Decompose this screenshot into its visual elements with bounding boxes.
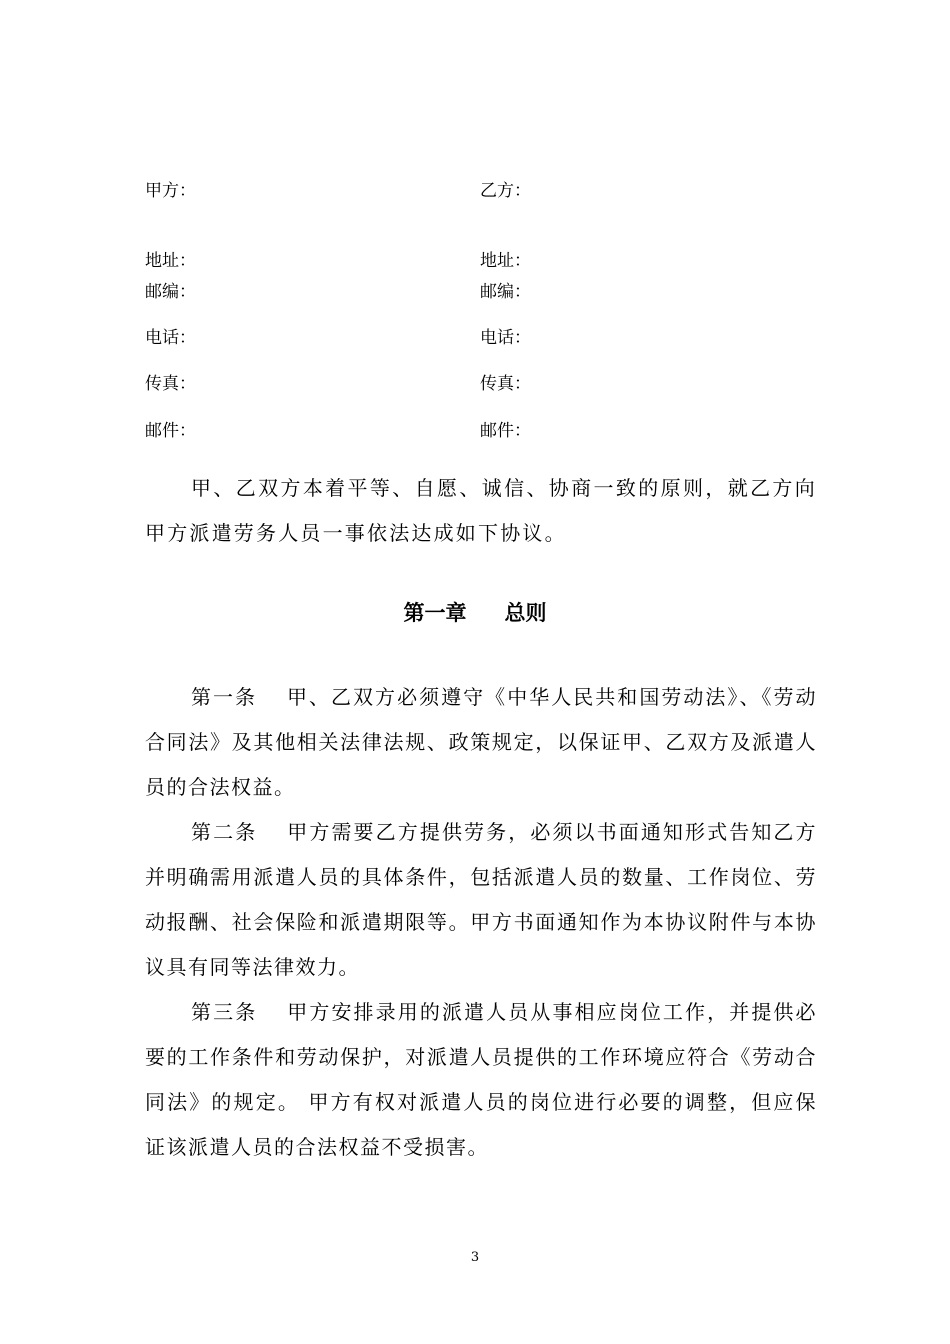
party-a-phone-label: 电话： [145, 328, 196, 348]
page-number: 3 [470, 1250, 480, 1265]
party-b-fax-label: 传真： [480, 374, 531, 394]
chapter-title: 总则 [504, 601, 547, 625]
party-b-name-label: 乙方： [480, 181, 531, 201]
article-label: 第二条 [191, 820, 258, 844]
chapter-number: 第一章 [403, 601, 467, 625]
article-text: 甲方需要乙方提供劳务，必须以书面通知形式告知乙方并明确需用派遣人员的具体条件，包括派遣人员的数量、工作岗位、劳动报酬、社会保险和派遣期限等。甲方书面通知作为本协议附件与本协议具有同等法律效力。 [145, 820, 818, 979]
intro-paragraph: 甲、乙双方本着平等、自愿、诚信、协商一致的原则，就乙方向甲方派遣劳务人员一事依法达成如下协议。 [145, 476, 817, 545]
party-b-postcode-label: 邮编： [480, 282, 531, 302]
article-text: 甲方安排录用的派遣人员从事相应岗位工作，并提供必要的工作条件和劳动保护，对派遣人员提供的工作环境应符合《劳动合同法》的规定。 甲方有权对派遣人员的岗位进行必要的调整，但应保证该派遣人员的合法权益不受损害。 [145, 1000, 818, 1159]
party-a-address-label: 地址： [145, 251, 196, 271]
article-label: 第一条 [191, 685, 258, 709]
party-b-phone-label: 电话： [480, 328, 531, 348]
article-1 [145, 675, 817, 810]
article-2 [145, 810, 817, 990]
article-text: 甲、乙双方必须遵守《中华人民共和国劳动法》、《劳动合同法》及其他相关法律法规、政策规定，以保证甲、乙双方及派遣人员的合法权益。 [145, 685, 818, 799]
party-a-postcode-label: 邮编： [145, 282, 196, 302]
chapter-heading [0, 599, 950, 627]
party-b-email-label: 邮件： [480, 421, 531, 441]
party-a-email-label: 邮件： [145, 421, 196, 441]
party-b-address-label: 地址： [480, 251, 531, 271]
party-a-fax-label: 传真： [145, 374, 196, 394]
article-label: 第三条 [191, 1000, 258, 1024]
party-a-name-label: 甲方： [145, 181, 196, 201]
article-3 [145, 990, 817, 1170]
